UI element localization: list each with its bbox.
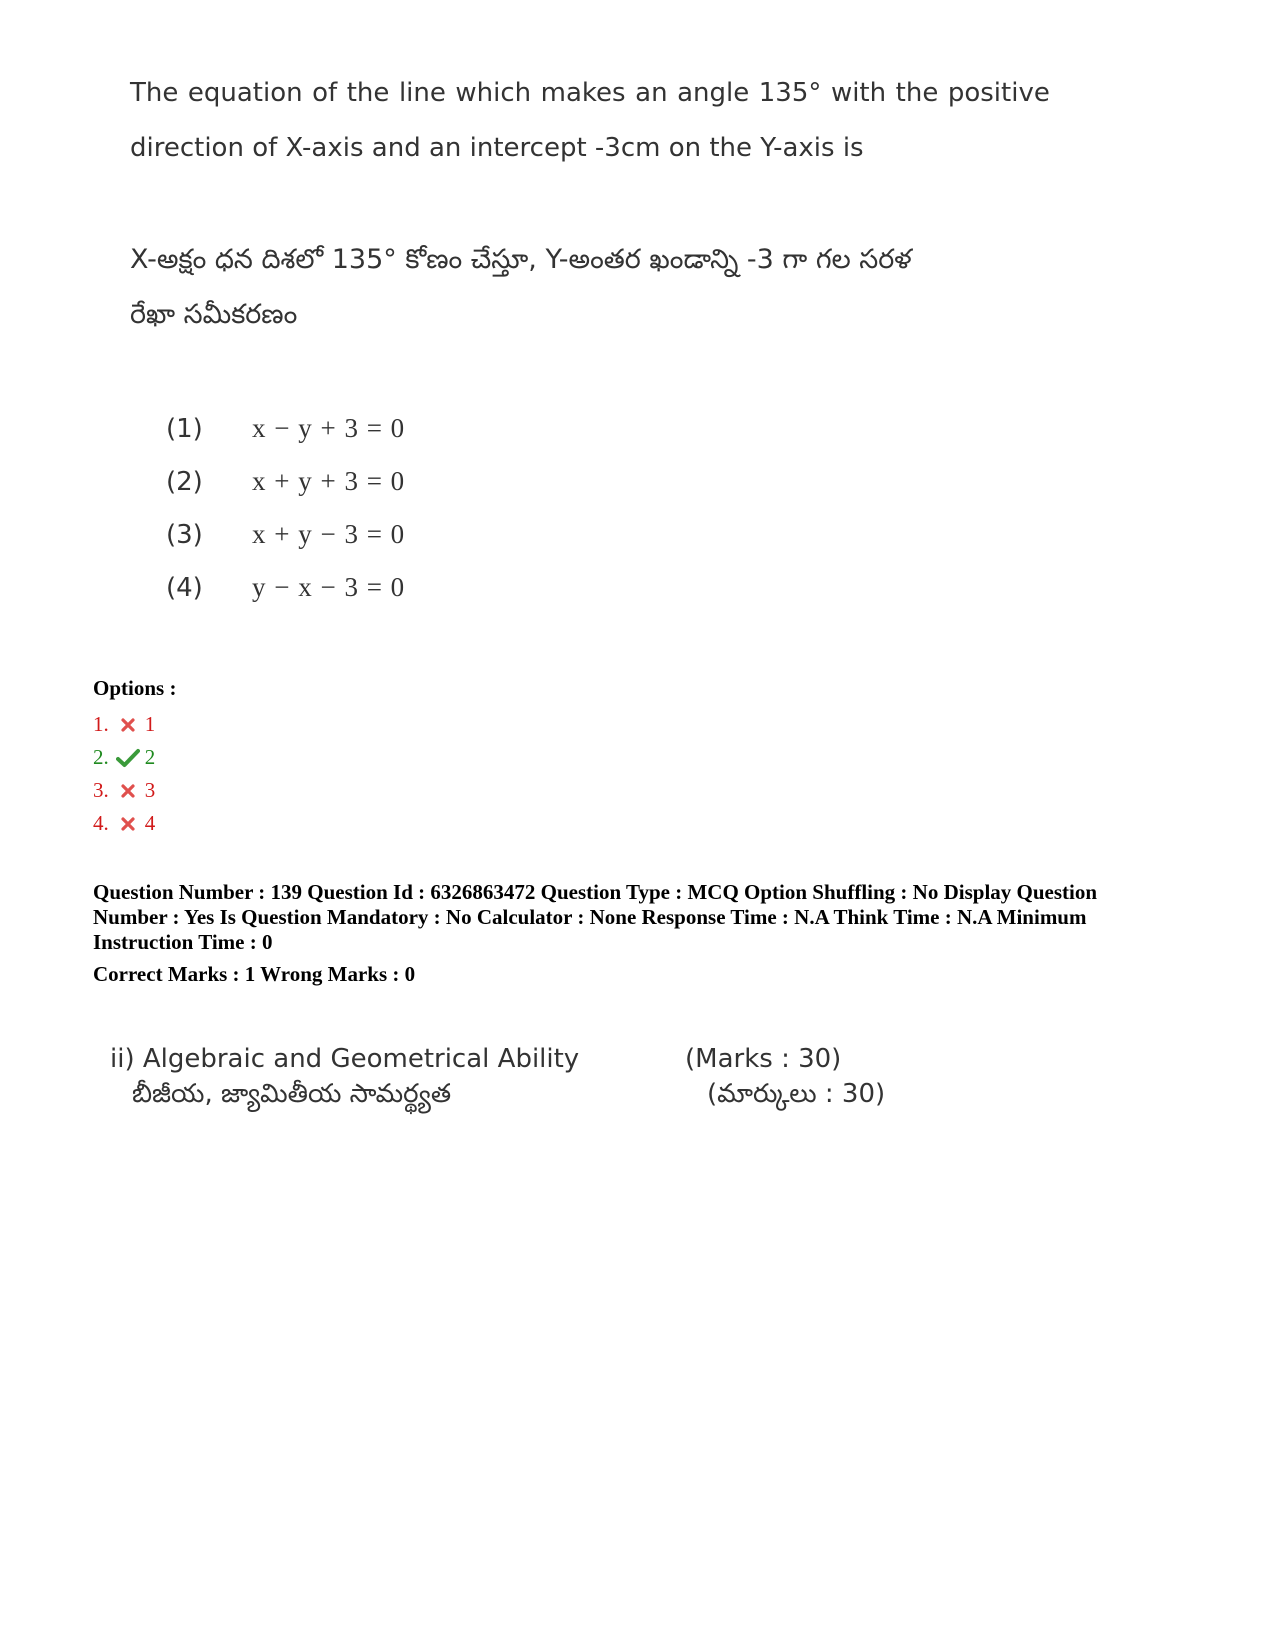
section-row-english: [110, 1040, 1010, 1078]
choice-equation: x − y + 3 = 0: [252, 413, 406, 443]
question-line-1: [130, 66, 1050, 121]
question-metadata: [93, 880, 1193, 987]
option-index: 2.: [93, 745, 109, 769]
option-index: 4.: [93, 811, 109, 835]
answer-choices: [166, 402, 405, 614]
options-list: [93, 708, 155, 840]
choice-number: (2): [166, 466, 203, 497]
option-index: 3.: [93, 778, 109, 802]
choice-number: (4): [166, 572, 203, 603]
option-value: 2: [144, 745, 156, 769]
word: equation: [187, 78, 303, 108]
section-title-english: ii) Algebraic and Geometrical Ability: [110, 1044, 580, 1074]
word: with: [830, 78, 887, 108]
option-value: 3: [144, 778, 156, 802]
option-item-3: [93, 774, 155, 807]
word: the: [346, 78, 390, 108]
telugu-line-2: రేఖా సమీకరణం: [130, 299, 298, 330]
option-value: 1: [144, 712, 156, 736]
question-text-telugu: [130, 232, 1050, 342]
word: 135°: [758, 78, 822, 108]
choice-4: [166, 561, 405, 614]
word: which: [455, 78, 532, 108]
choice-equation: x + y + 3 = 0: [252, 466, 406, 496]
check-icon: [114, 748, 142, 768]
cross-icon: [114, 783, 142, 799]
choice-1: [166, 402, 405, 455]
word: an: [635, 78, 668, 108]
metadata-line-2: Number : Yes Is Question Mandatory : No Calculator : None Response Time : N.A Think Time : N.A Minimum: [93, 905, 1087, 929]
choice-equation: y − x − 3 = 0: [252, 572, 406, 602]
word: line: [398, 78, 446, 108]
cross-icon: [114, 717, 142, 733]
telugu-line-1: X-అక్షం ధన దిశలో 135° కోణం చేస్తూ, Y-అంతర ఖండాన్ని -3 గా గల సరళ: [130, 244, 912, 275]
metadata-line-3: Instruction Time : 0: [93, 930, 273, 954]
option-item-1: [93, 708, 155, 741]
choice-number: (1): [166, 413, 203, 444]
choice-number: (3): [166, 519, 203, 550]
word: The: [130, 78, 179, 108]
cross-icon: [114, 816, 142, 832]
section-marks-telugu: (మార్కులు : 30): [707, 1079, 886, 1109]
choice-2: [166, 455, 405, 508]
word: positive: [947, 78, 1050, 108]
marks-info: Correct Marks : 1 Wrong Marks : 0: [93, 962, 416, 986]
choice-3: [166, 508, 405, 561]
option-item-4: [93, 807, 155, 840]
question-line-2: direction of X-axis and an intercept -3cm on the Y-axis is: [130, 133, 864, 163]
metadata-line-1: Question Number : 139 Question Id : 6326863472 Question Type : MCQ Option Shuffling : No Display Question: [93, 880, 1098, 904]
question-text-english: [130, 66, 1050, 176]
word: angle: [677, 78, 750, 108]
section-row-telugu: [110, 1078, 1010, 1116]
word: makes: [540, 78, 626, 108]
section-header: [110, 1040, 1010, 1116]
option-value: 4: [144, 811, 156, 835]
section-marks-english: (Marks : 30): [685, 1044, 842, 1074]
section-title-telugu: బీజీయ, జ్యామితీయ సామర్థ్యత: [132, 1079, 452, 1109]
word: of: [312, 78, 338, 108]
word: the: [895, 78, 939, 108]
option-index: 1.: [93, 712, 109, 736]
option-item-2: [93, 741, 155, 774]
choice-equation: x + y − 3 = 0: [252, 519, 406, 549]
options-heading: Options :: [93, 676, 177, 700]
